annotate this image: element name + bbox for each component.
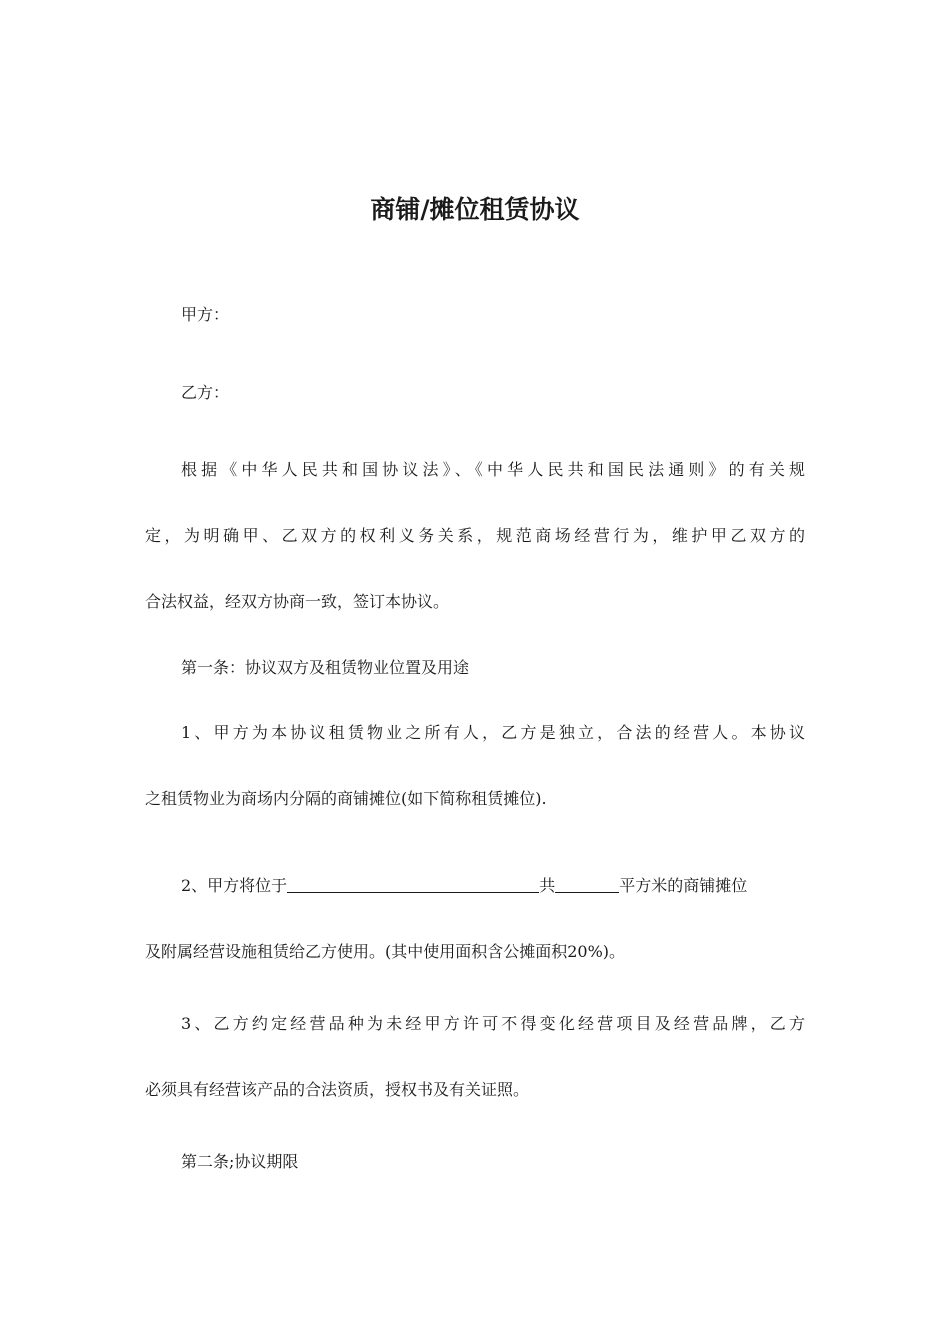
article-2-heading: 第二条;协议期限 — [181, 1152, 299, 1171]
party-b-label: 乙方： — [181, 383, 230, 402]
item-3-line-1: 3、乙方约定经营品种为未经甲方许可不得变化经营项目及经营品牌，乙方 — [181, 1014, 805, 1033]
article-1-heading: 第一条：协议双方及租赁物业位置及用途 — [181, 658, 470, 677]
document-title: 商铺/摊位租赁协议 — [370, 195, 580, 224]
item-3-line-2: 必须具有经营该产品的合法资质，授权书及有关证照。 — [145, 1080, 530, 1099]
item-2-prefix: 2、甲方将位于 — [181, 876, 288, 895]
party-a-label: 甲方： — [181, 305, 230, 324]
location-blank — [287, 874, 539, 893]
item-1-line-1: 1、甲方为本协议租赁物业之所有人，乙方是独立，合法的经营人。本协议 — [181, 723, 805, 742]
item-2-middle: 共 — [539, 876, 556, 895]
item-2-line-2: 及附属经营设施租赁给乙方使用。(其中使用面积含公摊面积20%)。 — [145, 942, 626, 961]
item-1-line-2: 之租赁物业为商场内分隔的商铺摊位(如下简称租赁摊位). — [145, 789, 547, 808]
intro-line-2: 定，为明确甲、乙双方的权利义务关系，规范商场经营行为，维护甲乙双方的 — [145, 526, 805, 545]
intro-line-1: 根据《中华人民共和国协议法》、《中华人民共和国民法通则》的有关规 — [181, 460, 805, 479]
article-1-item-1 — [145, 700, 805, 832]
item-2-suffix: 平方米的商铺摊位 — [619, 876, 748, 895]
intro-paragraph — [145, 437, 805, 635]
article-1-item-2 — [145, 853, 805, 985]
item-2-line-1 — [145, 853, 805, 919]
article-1-item-3 — [145, 991, 805, 1123]
area-blank — [555, 874, 619, 893]
intro-line-3: 合法权益，经双方协商一致，签订本协议。 — [145, 592, 450, 611]
